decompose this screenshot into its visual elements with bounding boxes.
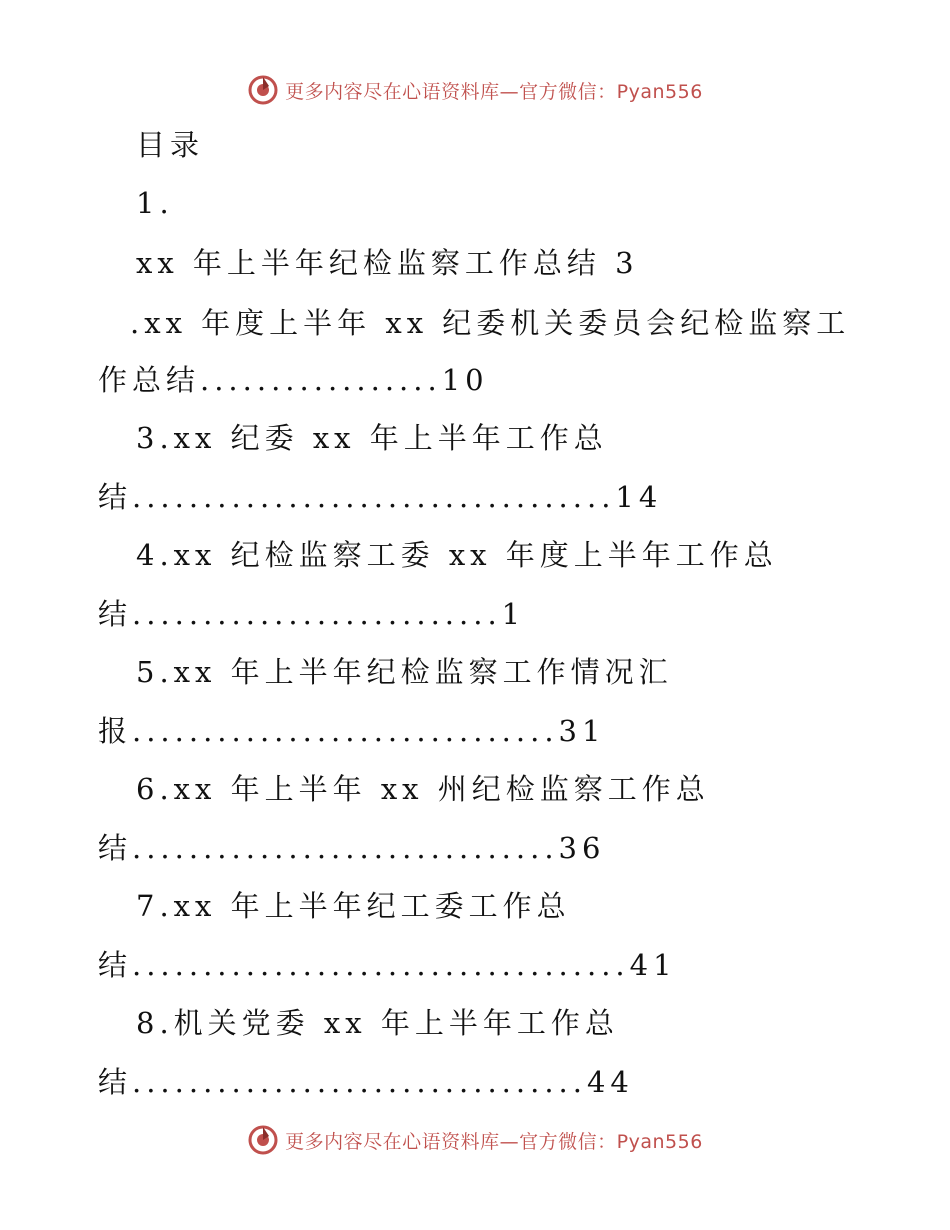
watermark-text: 更多内容尽在心语资料库—官方微信：Pyan556 bbox=[285, 1130, 703, 1153]
toc-line: 报..............................31 bbox=[98, 714, 606, 748]
footer-watermark-banner bbox=[0, 1120, 950, 1160]
toc-line: 1. bbox=[136, 186, 174, 220]
toc-line: 结................................44 bbox=[98, 1065, 634, 1099]
toc-line: 6.xx 年上半年 xx 州纪检监察工作总 bbox=[136, 772, 710, 806]
toc-line: 4.xx 纪检监察工委 xx 年度上半年工作总 bbox=[136, 538, 778, 572]
pen-nib-logo-icon bbox=[247, 1124, 279, 1156]
toc-line: 结..............................36 bbox=[98, 831, 606, 865]
toc-line: 结...................................41 bbox=[98, 948, 677, 982]
toc-line: xx 年上半年纪检监察工作总结 3 bbox=[136, 246, 639, 280]
toc-line: 作总结.................10 bbox=[98, 363, 489, 397]
toc-line: 3.xx 纪委 xx 年上半年工作总 bbox=[136, 421, 608, 455]
toc-line: 结..........................1 bbox=[98, 597, 526, 631]
toc-line: 7.xx 年上半年纪工委工作总 bbox=[136, 889, 571, 923]
toc-line: 5.xx 年上半年纪检监察工作情况汇 bbox=[136, 655, 673, 689]
toc-line: 8.机关党委 xx 年上半年工作总 bbox=[136, 1006, 619, 1040]
watermark-text: 更多内容尽在心语资料库—官方微信：Pyan556 bbox=[285, 80, 703, 103]
toc-line: 结..................................14 bbox=[98, 480, 663, 514]
toc-heading: 目录 bbox=[136, 128, 205, 162]
toc-line: .xx 年度上半年 xx 纪委机关委员会纪检监察工 bbox=[130, 306, 851, 340]
